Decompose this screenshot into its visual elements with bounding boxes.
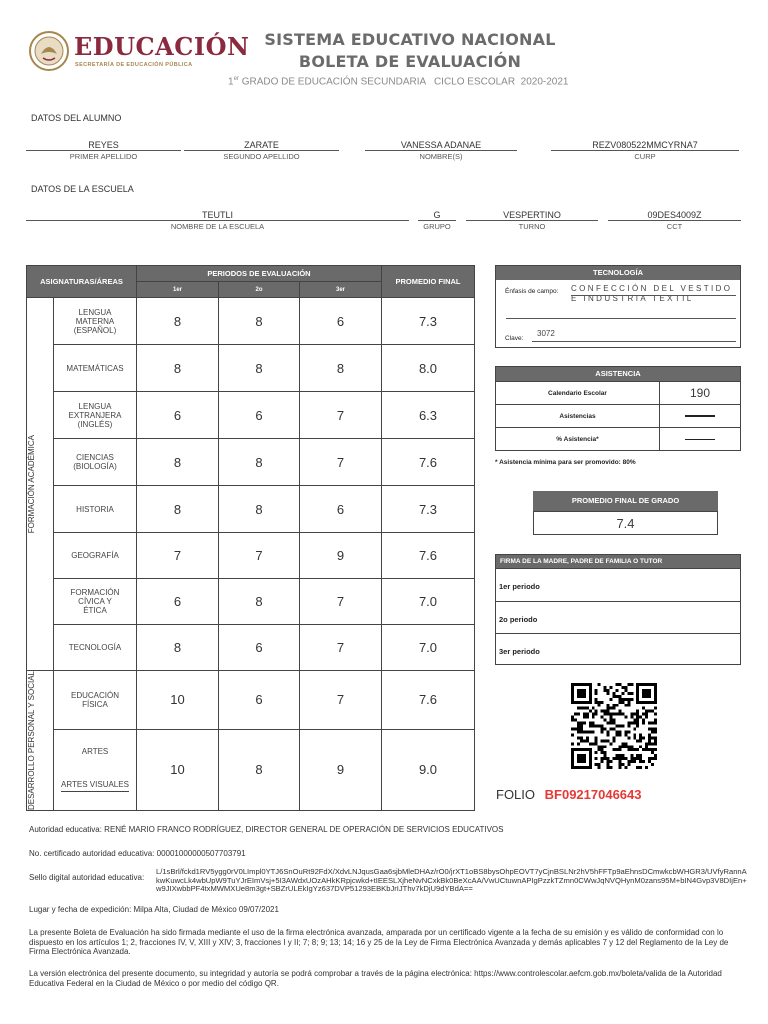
student-first-surname [26, 140, 181, 161]
coat-of-arms-icon [28, 30, 70, 72]
student-second-surname [184, 140, 339, 161]
tech-field-line2 [506, 318, 736, 319]
period-grade-cell: 10 [137, 729, 219, 811]
grade-row [27, 392, 475, 439]
period-grade-cell: 9 [300, 729, 382, 811]
names-value: VANESSA ADANAE [400, 140, 482, 150]
percent-label: % Asistencia* [496, 428, 660, 450]
signature-row-3 [496, 633, 740, 665]
technology-title: TECNOLOGÍA [496, 266, 740, 280]
grades-body [27, 298, 475, 811]
col-subjects-header: ASIGNATURAS/ÁREAS [27, 266, 137, 298]
curp-value: REZV080522MMCYRNA7 [592, 140, 698, 150]
subject-cell [54, 486, 137, 533]
subject-cell [54, 671, 137, 730]
tech-key-label: Clave: [505, 335, 524, 342]
period-grade-cell: 7 [300, 625, 382, 671]
attendance-title: ASISTENCIA [496, 367, 740, 381]
grade-row [27, 486, 475, 533]
subject-cell [54, 439, 137, 486]
footer-legal-1: La presente Boleta de Evaluación ha sido firmada mediante el uso de la firma electrónica avanzada, amparada por un certificado vigente a la fecha de su emisión y es válido de conformidad con lo dispuesto en los artículos 1; 2, fracciones IV, V, XIII y XIV; 3, fracciones I y II; 7; 8; 9; 13; 14; 16 y 25 de la Ley de Firma Electrónica Avanzada y demás aplicables 7 y 12 del Reglamento de la Ley de Firma Electrónica Avanzada. [29, 928, 729, 956]
subject-cell [54, 625, 137, 671]
curp-label: CURP [551, 150, 739, 161]
grade-row [27, 671, 475, 730]
school-group [418, 210, 456, 231]
period-grade-cell: 8 [137, 345, 219, 392]
final-grade-cell: 6.3 [382, 392, 475, 439]
period-grade-cell: 8 [219, 486, 300, 533]
footer-authority: Autoridad educativa: RENÉ MARIO FRANCO RODRÍGUEZ, DIRECTOR GENERAL DE OPERACIÓN DE SERVICIOS EDUCATIVOS [29, 825, 504, 834]
subject-subname: ARTES VISUALES [61, 780, 129, 792]
signature-box [495, 554, 741, 665]
period-grade-cell: 8 [219, 729, 300, 811]
subject-cell [54, 579, 137, 625]
final-grade-cell: 7.0 [382, 625, 475, 671]
period-grade-cell: 8 [219, 345, 300, 392]
school-section-label: DATOS DE LA ESCUELA [31, 184, 134, 194]
grade-row [27, 625, 475, 671]
period-grade-cell: 7 [300, 439, 382, 486]
period-grade-cell: 6 [300, 486, 382, 533]
final-grade-cell: 7.0 [382, 579, 475, 625]
folio [496, 787, 642, 802]
grade-row [27, 579, 475, 625]
subject-name: MATEMÁTICAS [66, 363, 124, 373]
subject-name: HISTORIA [76, 504, 114, 514]
student-curp [551, 140, 739, 161]
percent-dash [660, 428, 740, 450]
grade-line [228, 76, 608, 87]
period-3-header: 3er [300, 282, 382, 298]
period-grade-cell: 6 [219, 671, 300, 730]
final-grade-title: PROMEDIO FINAL DE GRADO [533, 491, 718, 511]
col-periods-header: PERIODOS DE EVALUACIÓN [137, 266, 382, 282]
period-grade-cell: 8 [219, 439, 300, 486]
final-grade-cell: 8.0 [382, 345, 475, 392]
technology-box [495, 265, 741, 348]
first-surname-label: PRIMER APELLIDO [26, 150, 181, 161]
signature-p1-label: 1er periodo [499, 582, 540, 591]
sep-logo [28, 30, 250, 74]
subject-name: LENGUA EXTRANJERA (INGLÉS) [68, 401, 122, 429]
student-section-label: DATOS DEL ALUMNO [31, 113, 122, 123]
school-name-value: TEUTLI [201, 210, 233, 220]
period-grade-cell: 7 [300, 671, 382, 730]
period-grade-cell: 6 [137, 579, 219, 625]
footer-cert: No. certificado autoridad educativa: 00001000000507703791 [29, 849, 246, 858]
logo-subtitle: SECRETARÍA DE EDUCACIÓN PÚBLICA [75, 62, 193, 68]
signature-title: FIRMA DE LA MADRE, PADRE DE FAMILIA O TUTOR [496, 555, 740, 568]
school-name [26, 210, 409, 231]
attendance-label: Asistencias [496, 405, 660, 427]
period-grade-cell: 8 [137, 298, 219, 345]
names-label: NOMBRE(S) [365, 150, 517, 161]
final-grade-value: 7.4 [533, 511, 718, 535]
subject-name: GEOGRAFÍA [71, 551, 119, 560]
period-grade-cell: 9 [300, 533, 382, 579]
subject-name: FORMACIÓN CÍVICA Y ÉTICA [70, 588, 120, 615]
signature-row-2 [496, 601, 740, 633]
first-surname-value: REYES [88, 140, 119, 150]
final-grade-cell: 7.6 [382, 671, 475, 730]
group-value: G [433, 210, 441, 220]
school-cct [608, 210, 741, 231]
subject-name: ARTES [81, 747, 109, 757]
final-grade-cell: 9.0 [382, 729, 475, 811]
subject-cell [54, 298, 137, 345]
footer-seal-label: Sello digital autoridad educativa: [29, 873, 145, 882]
grade-row [27, 439, 475, 486]
folio-label: FOLIO [496, 787, 536, 802]
attendance-dash [660, 405, 740, 427]
final-grade-cell: 7.3 [382, 298, 475, 345]
period-grade-cell: 7 [300, 392, 382, 439]
subject-cell [54, 729, 137, 811]
second-surname-label: SEGUNDO APELLIDO [184, 150, 339, 161]
period-grade-cell: 6 [219, 625, 300, 671]
qr-code[interactable] [571, 683, 657, 769]
grade-sup: er [233, 76, 239, 82]
cct-label: CCT [608, 220, 741, 231]
student-names [365, 140, 517, 161]
grade-row [27, 729, 475, 811]
grade-text: GRADO DE EDUCACIÓN SECUNDARIA CICLO ESCOLAR 2020-2021 [241, 76, 569, 88]
logo-title: EDUCACIÓN [74, 32, 250, 61]
period-grade-cell: 8 [137, 486, 219, 533]
grade-row [27, 533, 475, 579]
footer-legal-2: La versión electrónica del presente documento, su integridad y autoría se podrá comprobar a través de la página electrónica: https://www.controlescolar.aefcm.gob.mx/boleta/valida de la Autoridad Educativa Federal en la Ciudad de México o por medio del código QR. [29, 969, 722, 988]
grade-number: 1 [228, 76, 234, 88]
tech-key-line [532, 341, 736, 342]
period-grade-cell: 10 [137, 671, 219, 730]
subject-cell [54, 345, 137, 392]
subject-name: LENGUA MATERNA (ESPAÑOL) [73, 307, 117, 335]
school-name-label: NOMBRE DE LA ESCUELA [26, 220, 409, 231]
signature-p2-label: 2o periodo [499, 615, 538, 624]
final-grade-cell: 7.6 [382, 439, 475, 486]
period-grade-cell: 8 [219, 579, 300, 625]
grades-table [26, 265, 475, 811]
shift-value: VESPERTINO [503, 210, 561, 220]
shift-label: TURNO [466, 220, 598, 231]
footer-place: Lugar y fecha de expedición: Milpa Alta, Ciudad de México 09/07/2021 [29, 905, 279, 914]
subject-cell [54, 533, 137, 579]
period-grade-cell: 6 [137, 392, 219, 439]
subject-name: CIENCIAS (BIOLOGÍA) [73, 453, 117, 471]
attendance-note: * Asistencia mínima para ser promovido: 80% [495, 459, 636, 466]
period-grade-cell: 8 [219, 298, 300, 345]
period-grade-cell: 7 [300, 579, 382, 625]
folio-value: BF09217046643 [544, 787, 642, 802]
footer-seal-value: L/1sBrl/fckd1RV5ygg0rV0LImpl0YTJ6SnOuRt92FdX/XdvLNJqusGaa6sjbMleDHAz/rO0/jrXT1oBS8bysOhpEOVT7yCjnBSLNr2hV5hFFTp9aEhnsDCmwkcbWHGR3/UVfyRannAkwKuwcLk4wbUpW9TuYJrEImVsj+5I3AWdxUOzAHkKRpjcwkd+tIEESLXjheNvNCxkBk0BeXcAA/VwUCtuwnAPIgPzzkTZmn0CWwJqNVQHynM0zans95M+bIN4Gvp3V8DIjEn+w9JIXwbbPF4txMWMXUe8m3gt+SBZrULEkIgYz637DVP51293EBKbJrIJThv7kDjU9dYBdA== [156, 867, 747, 893]
group-academic-label: FORMACIÓN ACADÉMICA [27, 434, 36, 534]
col-final-header: PROMEDIO FINAL [382, 266, 475, 298]
grade-row [27, 345, 475, 392]
final-grade-cell: 7.3 [382, 486, 475, 533]
calendar-label: Calendario Escolar [496, 382, 660, 404]
header-title-line1: SISTEMA EDUCATIVO NACIONAL [264, 30, 556, 49]
final-grade-box [533, 491, 718, 537]
period-grade-cell: 8 [137, 439, 219, 486]
tech-field-value: CONFECCIÓN DEL VESTIDO E INDUSTRIA TEXTIL [571, 284, 733, 303]
school-shift [466, 210, 598, 231]
subject-cell [54, 392, 137, 439]
attendance-box [495, 366, 741, 451]
period-grade-cell: 7 [137, 533, 219, 579]
period-grade-cell: 8 [137, 625, 219, 671]
period-grade-cell: 6 [219, 392, 300, 439]
tech-key-value: 3072 [537, 329, 555, 338]
period-grade-cell: 6 [300, 298, 382, 345]
second-surname-value: ZARATE [244, 140, 279, 150]
group-label: GRUPO [418, 220, 456, 231]
subject-name: EDUCACIÓN FÍSICA [70, 690, 119, 709]
signature-row-1 [496, 568, 740, 601]
tech-field-line [571, 295, 736, 296]
header-title-line2: BOLETA DE EVALUACIÓN [298, 52, 522, 71]
period-grade-cell: 8 [300, 345, 382, 392]
tech-field-label: Énfasis de campo: [505, 288, 559, 295]
period-1-header: 1er [137, 282, 219, 298]
calendar-value: 190 [689, 386, 711, 400]
group-personal-label: DESARROLLO PERSONAL Y SOCIAL [27, 671, 36, 811]
cct-value: 09DES4009Z [647, 210, 702, 220]
signature-p3-label: 3er periodo [499, 647, 540, 656]
final-grade-cell: 7.6 [382, 533, 475, 579]
subject-name: TECNOLOGÍA [68, 643, 122, 652]
period-grade-cell: 7 [219, 533, 300, 579]
period-2-header: 2o [219, 282, 300, 298]
grade-row [27, 298, 475, 345]
